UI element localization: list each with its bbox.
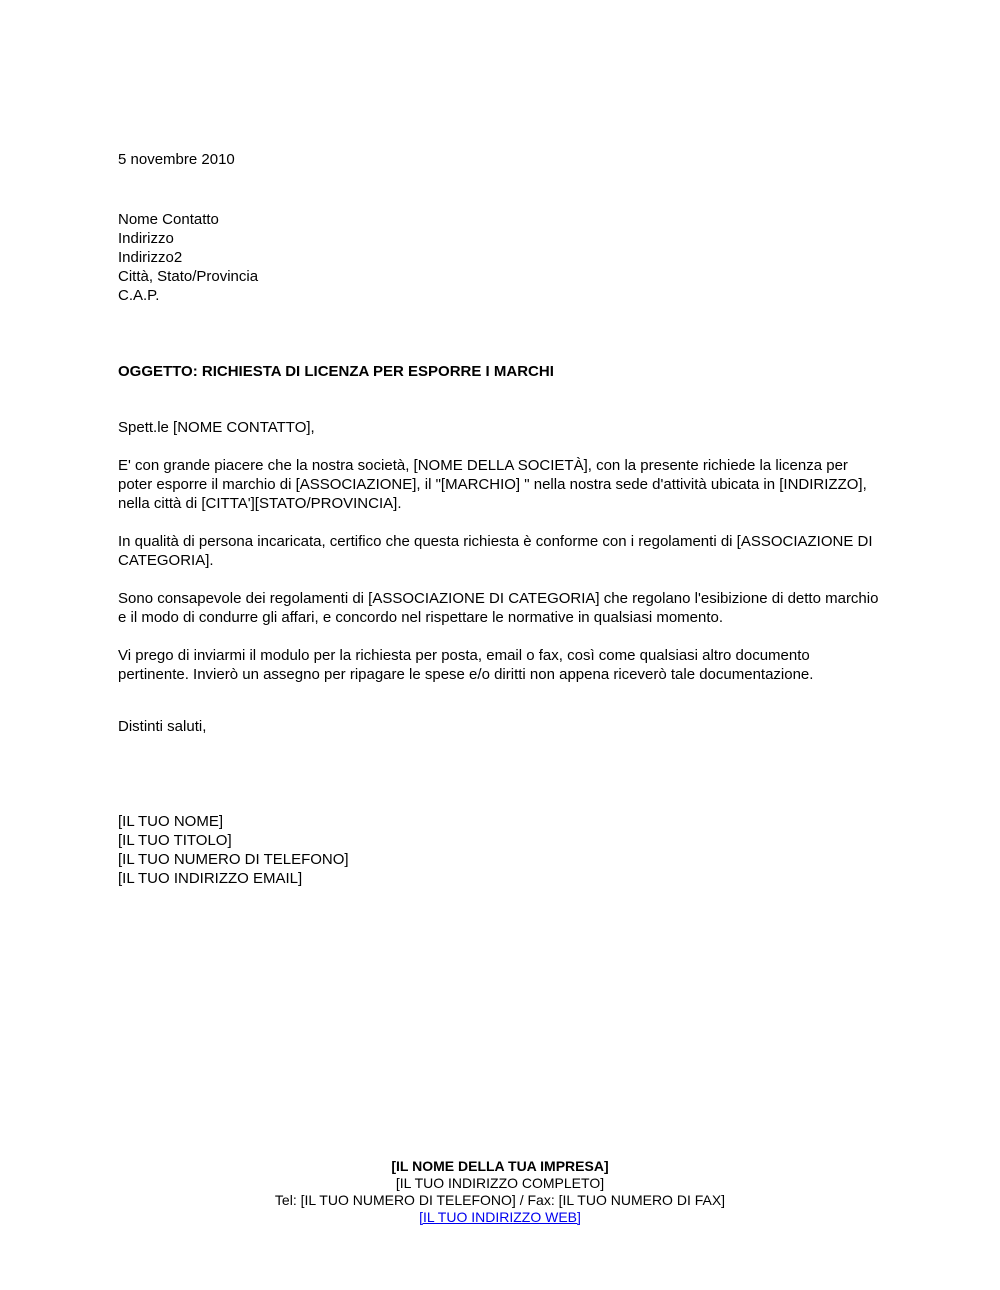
signature-line-name: [IL TUO NOME] xyxy=(118,813,224,830)
signature-block xyxy=(118,812,883,888)
salutation: Spett.le [NOME CONTATTO], xyxy=(118,419,315,436)
footer-company-name: [IL NOME DELLA TUA IMPRESA] xyxy=(391,1158,609,1174)
letter-date: 5 novembre 2010 xyxy=(118,151,235,168)
letter-footer xyxy=(0,1158,1000,1226)
footer-company-address: [IL TUO INDIRIZZO COMPLETO] xyxy=(395,1175,605,1191)
letter-body xyxy=(118,150,883,888)
body-paragraph-4: Vi prego di inviarmi il modulo per la richiesta per posta, email o fax, così come qualsiasi altro documento pertinente. Invierò un assegno per ripagare le spese e/o diritti non appena riceverò tale documentazione. xyxy=(118,647,814,683)
recipient-block xyxy=(118,210,883,305)
subject-line: OGGETTO: RICHIESTA DI LICENZA PER ESPORRE I MARCHI xyxy=(118,363,554,380)
footer-web-line xyxy=(0,1209,1000,1226)
recipient-line-city-state: Città, Stato/Provincia xyxy=(118,268,259,285)
website-link[interactable]: [IL TUO INDIRIZZO WEB] xyxy=(419,1209,581,1225)
signature-line-phone: [IL TUO NUMERO DI TELEFONO] xyxy=(118,851,349,868)
body-paragraph-2: In qualità di persona incaricata, certifico che questa richiesta è conforme con i regolamenti di [ASSOCIAZIONE DI CATEGORIA]. xyxy=(118,533,873,569)
recipient-line-name: Nome Contatto xyxy=(118,211,219,228)
body-paragraph-1: E' con grande piacere che la nostra società, [NOME DELLA SOCIETÀ], con la presente richiede la licenza per poter esporre il marchio di [ASSOCIAZIONE], il "[MARCHIO] " nella nostra sede d'attività ubicata in [INDIRIZZO], nella città di [CITTA'][STATO/PROVINCIA]. xyxy=(118,457,867,512)
footer-tel-fax: Tel: [IL TUO NUMERO DI TELEFONO] / Fax: [IL TUO NUMERO DI FAX] xyxy=(274,1192,726,1208)
recipient-line-address1: Indirizzo xyxy=(118,230,174,247)
body-paragraph-3: Sono consapevole dei regolamenti di [ASSOCIAZIONE DI CATEGORIA] che regolano l'esibizione di detto marchio e il modo di condurre gli affari, e concordo nel rispettare le normative in qualsiasi momento. xyxy=(118,590,879,626)
signature-line-title: [IL TUO TITOLO] xyxy=(118,832,232,849)
closing-salutation: Distinti saluti, xyxy=(118,718,207,735)
signature-line-email: [IL TUO INDIRIZZO EMAIL] xyxy=(118,870,303,887)
recipient-line-address2: Indirizzo2 xyxy=(118,249,183,266)
recipient-line-zip: C.A.P. xyxy=(118,287,160,304)
